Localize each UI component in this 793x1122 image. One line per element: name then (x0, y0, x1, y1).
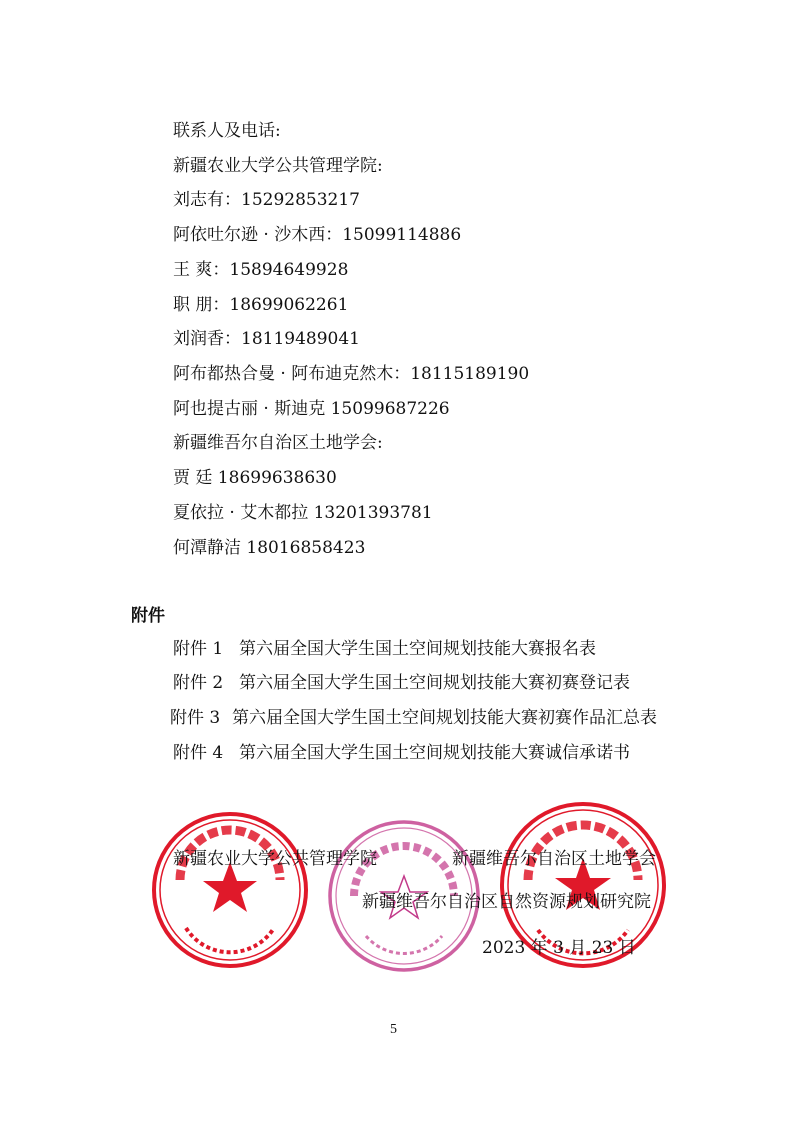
attachment-number: 附件 3 (170, 708, 221, 728)
signature-org-c: 新疆维吾尔自治区自然资源规划研究院 (362, 892, 651, 912)
attachment-number: 附件 2 (173, 673, 224, 693)
contact-line: 刘润香：18119489041 (173, 329, 360, 349)
signature-date: 2023 年 3 月 23 日 (482, 938, 636, 958)
signature-org-a: 新疆农业大学公共管理学院 (173, 849, 377, 869)
contact-org-2: 新疆维吾尔自治区土地学会: (173, 433, 383, 453)
attachment-title: 第六届全国大学生国土空间规划技能大赛初赛作品汇总表 (232, 708, 657, 728)
attachment-item (173, 672, 630, 694)
contacts-heading: 联系人及电话: (173, 121, 281, 141)
attachment-item (173, 742, 630, 764)
contact-line: 阿依吐尔逊 · 沙木西：15099114886 (173, 225, 462, 245)
contact-line: 职 朋：18699062261 (173, 295, 349, 315)
attachment-title: 第六届全国大学生国土空间规划技能大赛初赛登记表 (239, 673, 630, 693)
contact-line: 何潭静洁 18016858423 (173, 538, 366, 558)
contact-line: 阿布都热合曼 · 阿布迪克然木：18115189190 (173, 364, 530, 384)
contact-line: 阿也提古丽 · 斯迪克 15099687226 (173, 399, 450, 419)
contact-org-1: 新疆农业大学公共管理学院: (173, 156, 383, 176)
attachment-title: 第六届全国大学生国土空间规划技能大赛报名表 (239, 639, 596, 659)
contact-line: 刘志有：15292853217 (173, 190, 360, 210)
contact-line: 夏依拉 · 艾木都拉 13201393781 (173, 503, 433, 523)
attachment-number: 附件 1 (173, 639, 224, 659)
seal-stamp-1 (150, 810, 310, 970)
attachment-number: 附件 4 (173, 743, 224, 763)
attachment-item (173, 638, 596, 660)
contact-line: 贾 廷 18699638630 (173, 468, 337, 488)
contact-line: 王 爽：15894649928 (173, 260, 349, 280)
page-number: 5 (390, 1022, 397, 1037)
attachment-title: 第六届全国大学生国土空间规划技能大赛诚信承诺书 (239, 743, 630, 763)
signature-org-b: 新疆维吾尔自治区土地学会 (452, 849, 656, 869)
attachment-item (170, 707, 657, 729)
attachments-heading: 附件 (131, 606, 165, 626)
